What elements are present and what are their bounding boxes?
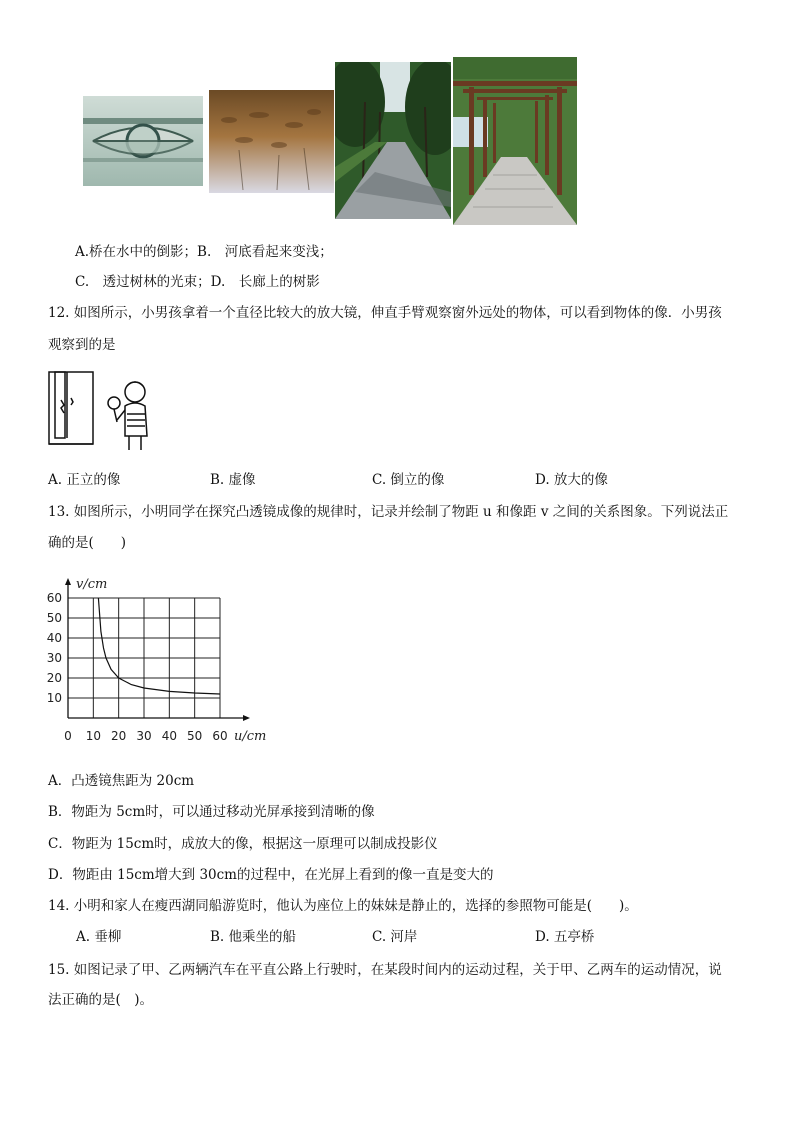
x-tick-label: 40	[161, 729, 177, 743]
q12-option-c: C. 倒立的像	[372, 472, 445, 488]
q14-option-a: A. 垂柳	[76, 929, 122, 945]
q15-text-line1: 15. 如图记录了甲、乙两辆汽车在平直公路上行驶时，在某段时间内的运动过程，关于甲、乙两车的运动情况，说	[48, 962, 722, 978]
x-tick-label: 0	[64, 729, 72, 743]
y-tick-label: 40	[46, 631, 62, 645]
q11-options-line1: A.桥在水中的倒影；B. 河底看起来变浅；	[75, 244, 333, 260]
boy-magnifier-figure	[47, 370, 157, 452]
y-tick-label: 30	[46, 651, 62, 665]
q12-option-d: D. 放大的像	[535, 472, 608, 488]
y-tick-label: 10	[46, 691, 62, 705]
forest-road-photo	[335, 62, 451, 219]
uv-graph-chart	[40, 568, 280, 750]
q15-text-line2: 法正确的是( )。	[48, 992, 154, 1008]
corridor-photo	[453, 57, 577, 225]
q14-text: 14. 小明和家人在瘦西湖同船游览时，他认为座位上的妹妹是静止的，选择的参照物可能是( )。	[48, 898, 638, 914]
y-tick-label: 20	[46, 671, 62, 685]
q13-option-a: A．凸透镜焦距为 20cm	[48, 773, 195, 789]
q12-text-line2: 观察到的是	[48, 337, 116, 353]
x-tick-label: 60	[212, 729, 228, 743]
y-axis-arrow	[65, 578, 71, 585]
q11-options-line2: C. 透过树林的光束；D. 长廊上的树影	[75, 274, 320, 290]
x-tick-label: 10	[85, 729, 101, 743]
q12-text-line1: 12. 如图所示，小男孩拿着一个直径比较大的放大镜，伸直手臂观察窗外远处的物体，可以看到物体的像．小男孩	[48, 305, 722, 321]
riverbed-photo	[209, 90, 334, 193]
q14-option-b: B. 他乘坐的船	[210, 929, 297, 945]
q13-option-c: C．物距为 15cm时，成放大的像，根据这一原理可以制成投影仪	[48, 836, 438, 852]
x-tick-label: 20	[111, 729, 127, 743]
q13-text-line2: 确的是( )	[48, 535, 127, 551]
q14-option-d: D. 五亭桥	[535, 929, 595, 945]
y-tick-label: 50	[46, 611, 62, 625]
q13-text-line1: 13. 如图所示，小明同学在探究凸透镜成像的规律时，记录并绘制了物距 u 和像距 v 之间的关系图象。下列说法正	[48, 504, 729, 520]
x-tick-label: 30	[136, 729, 152, 743]
y-axis-label: v/cm	[76, 577, 108, 592]
x-axis-arrow	[243, 715, 250, 721]
y-tick-label: 60	[46, 591, 62, 605]
series-line	[96, 568, 220, 694]
x-axis-label: u/cm	[234, 729, 267, 744]
q12-option-a: A. 正立的像	[48, 472, 121, 488]
q12-option-b: B. 虚像	[210, 472, 256, 488]
x-tick-label: 50	[187, 729, 203, 743]
q13-option-b: B．物距为 5cm时，可以通过移动光屏承接到清晰的像	[48, 804, 375, 820]
q13-option-d: D．物距由 15cm增大到 30cm的过程中，在光屏上看到的像一直是变大的	[48, 867, 494, 883]
q14-option-c: C. 河岸	[372, 929, 418, 945]
bridge-reflection-photo	[83, 96, 203, 186]
